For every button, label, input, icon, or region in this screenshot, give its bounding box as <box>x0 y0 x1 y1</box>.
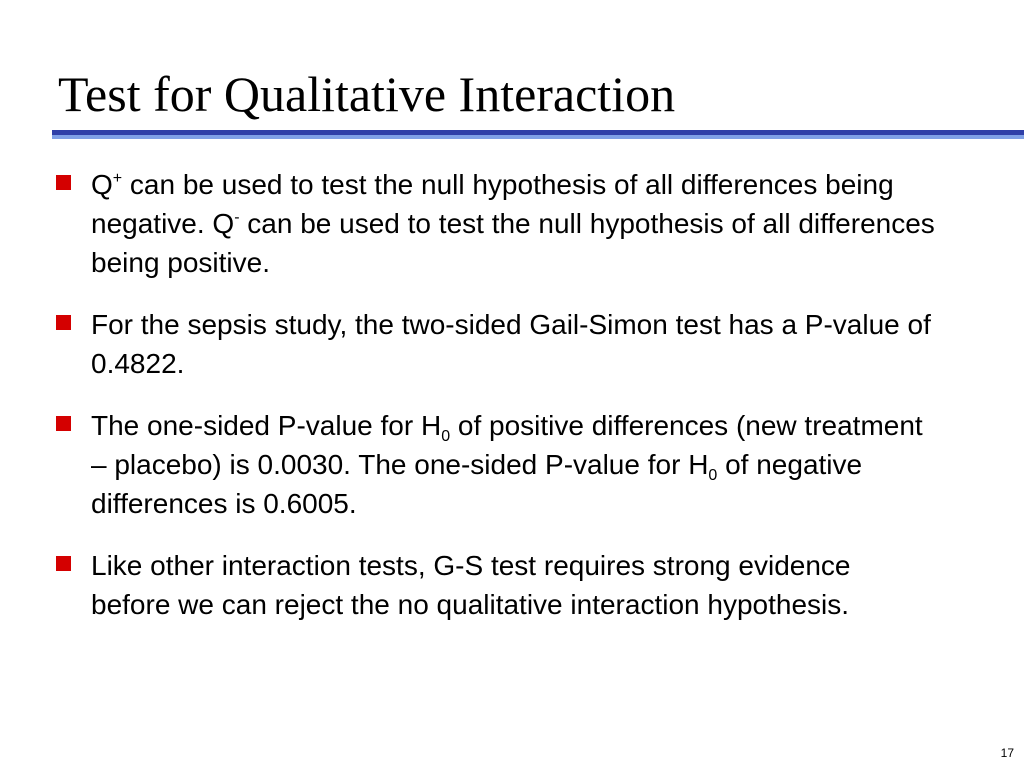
square-bullet-icon <box>56 175 71 190</box>
bullet-text-segment: Q <box>91 169 113 200</box>
bullet-text-segment: The one-sided P-value for H <box>91 410 442 441</box>
bullet-text-segment: of positive differences (new treatment – placebo) is 0.0030. The one-sided P-value for H <box>91 410 923 480</box>
bullet-list <box>56 165 936 647</box>
square-bullet-icon <box>56 556 71 571</box>
bullet-item <box>56 406 936 523</box>
bullet-text: Like other interaction tests, G-S test requires strong evidence before we can reject the no qualitative interaction hypothesis. <box>91 550 851 620</box>
superscript: - <box>234 209 240 226</box>
bullet-item <box>56 546 936 624</box>
bullet-text-segment: can be used to test the null hypothesis of all differences being negative. Q <box>91 169 894 239</box>
subscript: 0 <box>441 428 451 445</box>
square-bullet-icon <box>56 315 71 330</box>
bullet-item <box>56 165 936 282</box>
bullet-text <box>91 165 936 282</box>
subscript: 0 <box>708 467 718 484</box>
bullet-text-segment: of negative differences is 0.6005. <box>91 449 863 519</box>
title-underline-light <box>52 135 1024 139</box>
bullet-text: For the sepsis study, the two-sided Gail-Simon test has a P-value of 0.4822. <box>91 309 931 379</box>
superscript: + <box>112 170 123 187</box>
bullet-text <box>91 406 936 523</box>
title-underline <box>52 130 1024 140</box>
square-bullet-icon <box>56 416 71 431</box>
bullet-text-segment: can be used to test the null hypothesis of all differences being positive. <box>91 208 935 278</box>
bullet-item <box>56 305 936 383</box>
slide-title: Test for Qualitative Interaction <box>58 66 676 122</box>
page-number: 17 <box>1000 746 1014 760</box>
